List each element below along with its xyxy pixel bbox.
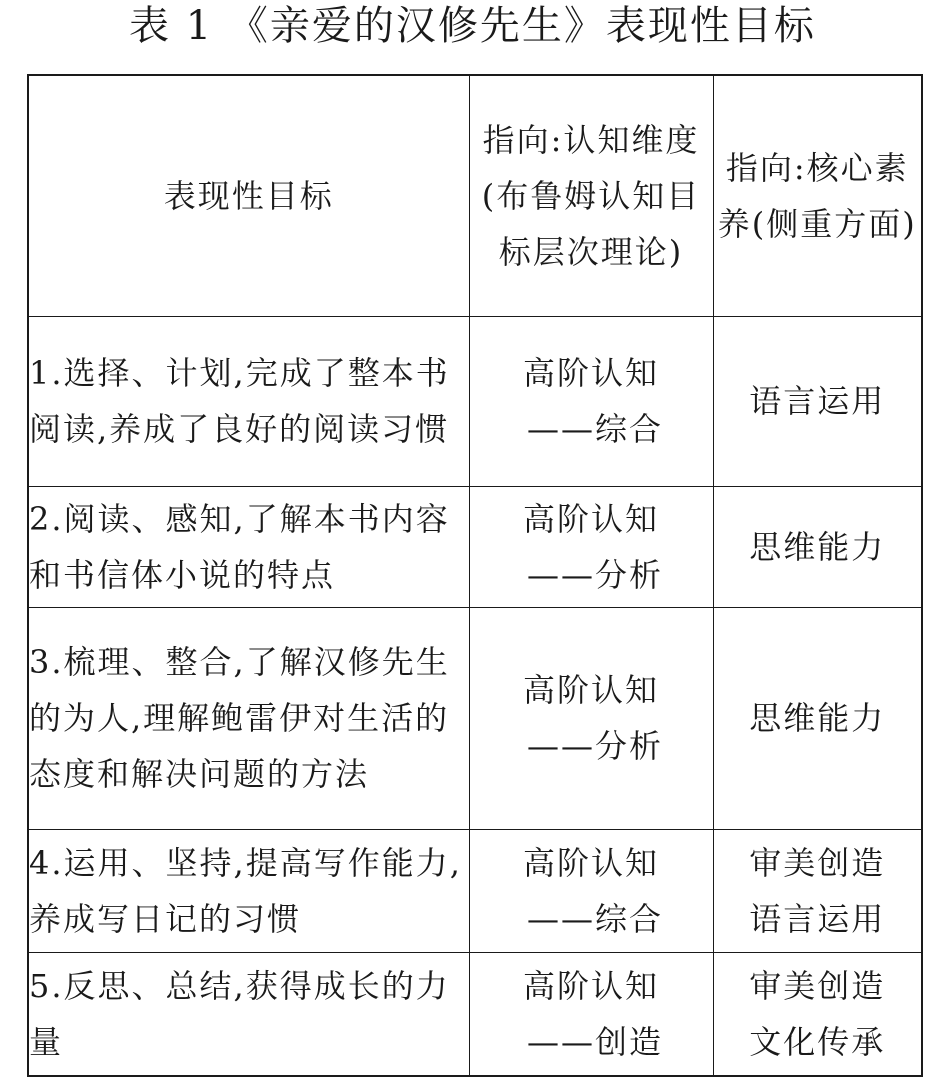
cognitive-level-cell (469, 952, 713, 1076)
cognitive-level-cell (469, 486, 713, 607)
cognitive-level-cell (469, 829, 713, 952)
cognitive-level-cell (469, 607, 713, 829)
competency-cell (713, 952, 922, 1076)
competency: 语言运用 (749, 899, 886, 938)
cognitive-sublevel: ——分析 (526, 727, 663, 765)
table-header-row (28, 75, 922, 316)
competency: 文化传承 (749, 1022, 886, 1061)
competency-cell (713, 486, 922, 607)
header-core-competency: 指向:核心素养(侧重方面) (713, 75, 922, 316)
competency: 思维能力 (749, 699, 886, 737)
cognitive-sublevel: ——创造 (526, 1022, 663, 1061)
competency-cell (713, 829, 922, 952)
cognitive-level: 高阶认知 (522, 354, 659, 392)
table-row (28, 952, 922, 1076)
goal-cell: 5.反思、总结,获得成长的力量 (28, 952, 469, 1076)
header-performance-goal: 表现性目标 (28, 75, 469, 316)
cognitive-level: 高阶认知 (522, 966, 659, 1005)
cognitive-level: 高阶认知 (522, 671, 659, 709)
cognitive-sublevel: ——分析 (526, 555, 663, 594)
goal-cell: 2.阅读、感知,了解本书内容和书信体小说的特点 (28, 486, 469, 607)
competency: 语言运用 (749, 382, 886, 420)
competency: 思维能力 (749, 527, 886, 566)
cognitive-sublevel: ——综合 (526, 899, 663, 938)
table-row (28, 486, 922, 607)
table-row (28, 316, 922, 486)
cognitive-level-cell (469, 316, 713, 486)
competency-cell (713, 607, 922, 829)
table-row (28, 829, 922, 952)
goal-cell: 1.选择、计划,完成了整本书阅读,养成了良好的阅读习惯 (28, 316, 469, 486)
table-title: 表 1 《亲爱的汉修先生》表现性目标 (129, 3, 816, 49)
goal-cell: 3.梳理、整合,了解汉修先生的为人,理解鲍雷伊对生活的态度和解决问题的方法 (28, 607, 469, 829)
cognitive-level: 高阶认知 (522, 843, 659, 882)
competency: 审美创造 (749, 966, 886, 1005)
cognitive-level: 高阶认知 (522, 499, 659, 538)
performance-goals-table (27, 74, 923, 1077)
table-row (28, 607, 922, 829)
competency-cell (713, 316, 922, 486)
competency: 审美创造 (749, 843, 886, 882)
goal-cell: 4.运用、坚持,提高写作能力,养成写日记的习惯 (28, 829, 469, 952)
cognitive-sublevel: ——综合 (526, 410, 663, 448)
header-cognitive-dimension: 指向:认知维度(布鲁姆认知目标层次理论) (469, 75, 713, 316)
